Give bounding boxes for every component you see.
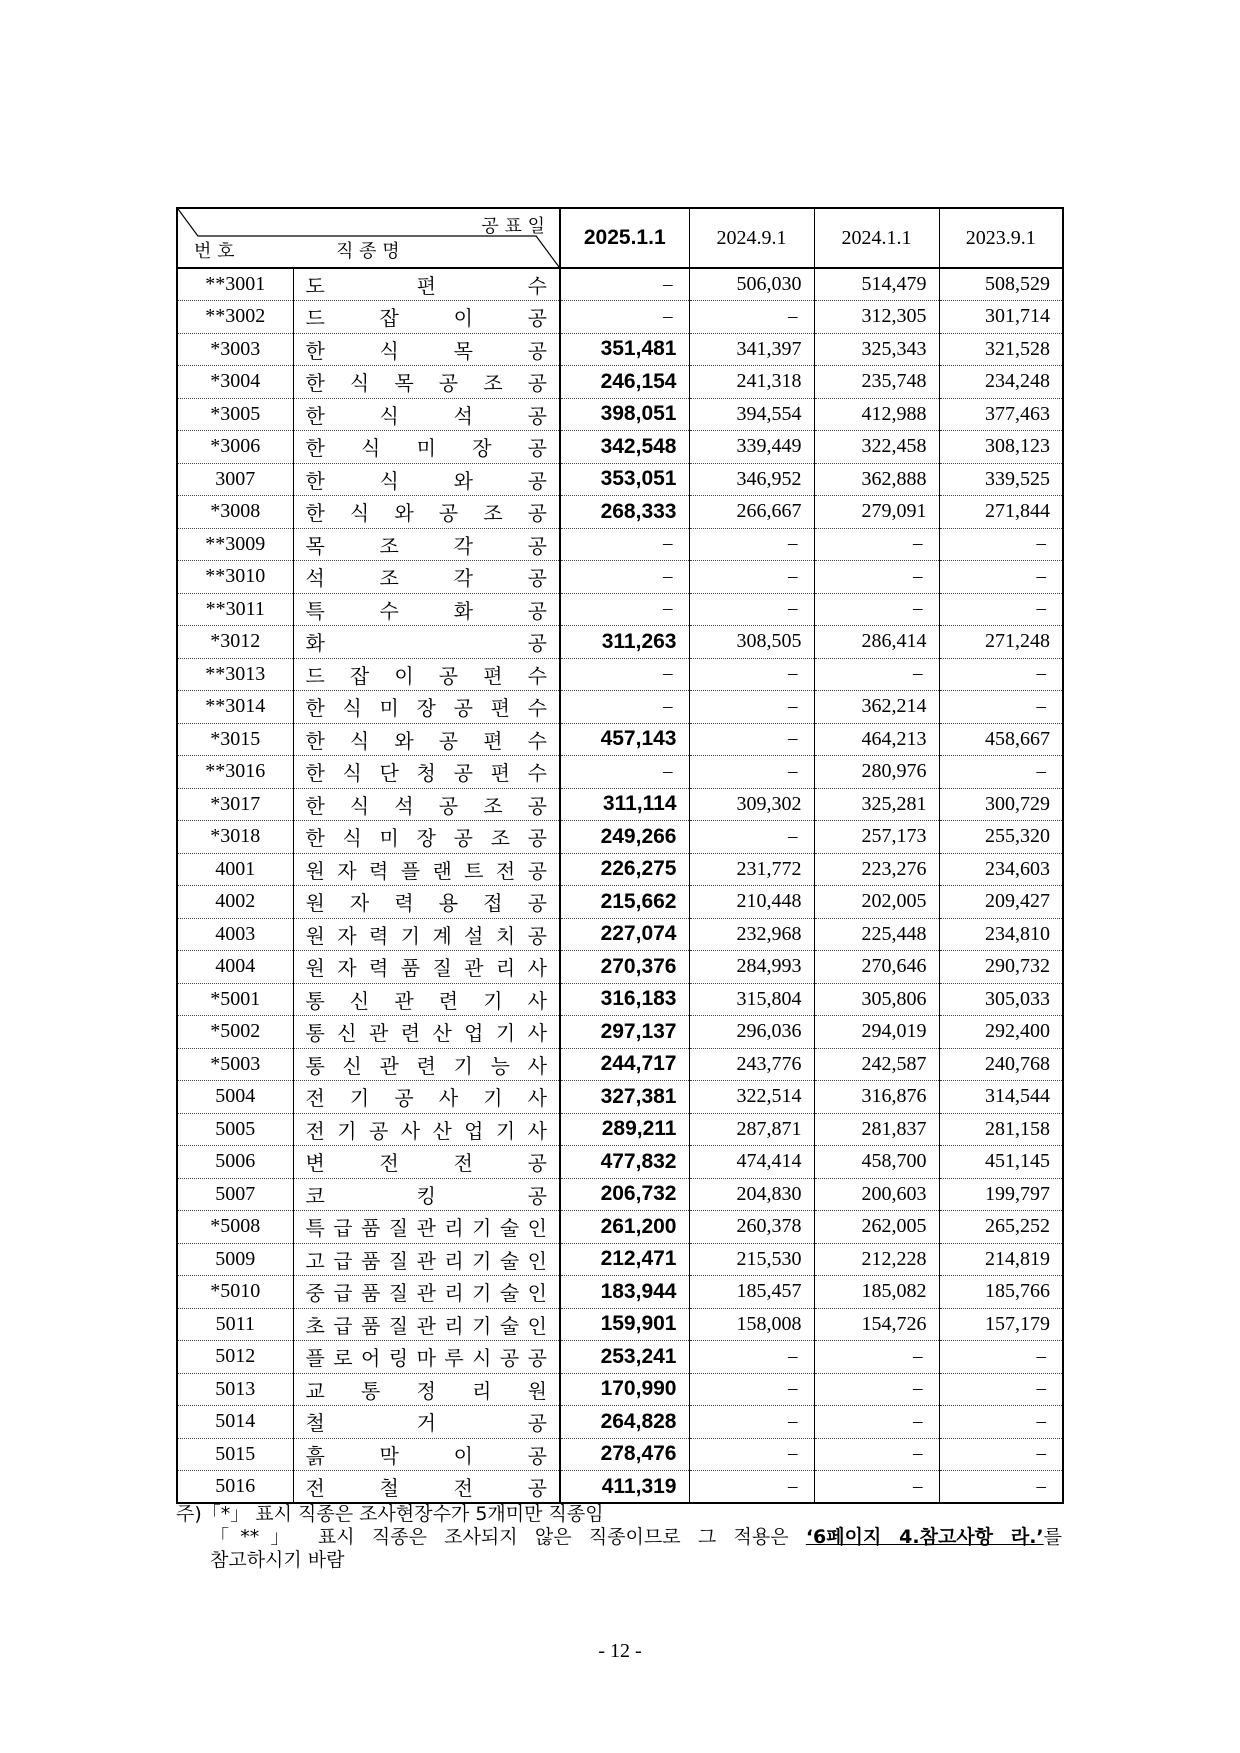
table-row	[177, 1178, 1063, 1211]
date-header-2025-1-1: 2025.1.1	[560, 208, 689, 268]
table-row	[177, 723, 1063, 756]
job-name-cell: 한 식 석 공 조 공	[293, 788, 560, 821]
wage-2024-1-1-cell: 325,343	[814, 333, 939, 366]
job-name-cell: 드 잡 이 공	[293, 301, 560, 334]
wage-2025-1-1-cell: 183,944	[560, 1276, 689, 1309]
job-code-cell: *5008	[177, 1211, 293, 1244]
wage-2023-9-1-cell: 199,797	[939, 1178, 1063, 1211]
table-row	[177, 333, 1063, 366]
wage-table	[176, 207, 1064, 1504]
wage-2023-9-1-cell: 214,819	[939, 1243, 1063, 1276]
wage-2023-9-1-cell: 271,248	[939, 626, 1063, 659]
table-row	[177, 691, 1063, 724]
wage-2024-9-1-cell: 341,397	[689, 333, 814, 366]
job-name-cell: 중 급 품 질 관 리 기 술 인	[293, 1276, 560, 1309]
wage-2025-1-1-cell: –	[560, 658, 689, 691]
wage-2023-9-1-cell: –	[939, 1373, 1063, 1406]
wage-2024-1-1-cell: 280,976	[814, 756, 939, 789]
job-code-cell: 4001	[177, 853, 293, 886]
wage-2025-1-1-cell: –	[560, 691, 689, 724]
table-row	[177, 301, 1063, 334]
wage-2024-9-1-cell: –	[689, 593, 814, 626]
wage-2025-1-1-cell: 311,263	[560, 626, 689, 659]
wage-2025-1-1-cell: 206,732	[560, 1178, 689, 1211]
job-name-cell: 변 전 전 공	[293, 1146, 560, 1179]
wage-2025-1-1-cell: 316,183	[560, 983, 689, 1016]
wage-2023-9-1-cell: 234,248	[939, 366, 1063, 399]
wage-2023-9-1-cell: 234,810	[939, 918, 1063, 951]
wage-2025-1-1-cell: 477,832	[560, 1146, 689, 1179]
wage-2024-9-1-cell: 474,414	[689, 1146, 814, 1179]
wage-2024-9-1-cell: 231,772	[689, 853, 814, 886]
job-name-cell: 한 식 미 장 공 조 공	[293, 821, 560, 854]
job-code-cell: **3001	[177, 268, 293, 301]
wage-2024-1-1-cell: 325,281	[814, 788, 939, 821]
table-row	[177, 1211, 1063, 1244]
wage-2024-9-1-cell: –	[689, 1341, 814, 1374]
wage-2023-9-1-cell: 300,729	[939, 788, 1063, 821]
wage-2025-1-1-cell: 264,828	[560, 1406, 689, 1439]
job-code-cell: *5010	[177, 1276, 293, 1309]
wage-2025-1-1-cell: 411,319	[560, 1471, 689, 1504]
wage-2023-9-1-cell: 292,400	[939, 1016, 1063, 1049]
wage-2024-1-1-cell: 225,448	[814, 918, 939, 951]
wage-2024-9-1-cell: –	[689, 561, 814, 594]
job-name-cell: 코 킹 공	[293, 1178, 560, 1211]
wage-2023-9-1-cell: 271,844	[939, 496, 1063, 529]
table-row	[177, 1373, 1063, 1406]
wage-2023-9-1-cell: 265,252	[939, 1211, 1063, 1244]
wage-2025-1-1-cell: 353,051	[560, 463, 689, 496]
job-code-cell: *3018	[177, 821, 293, 854]
date-header-2024-9-1: 2024.9.1	[689, 208, 814, 268]
wage-2024-9-1-cell: –	[689, 301, 814, 334]
wage-2025-1-1-cell: 226,275	[560, 853, 689, 886]
wage-2025-1-1-cell: 342,548	[560, 431, 689, 464]
wage-2025-1-1-cell: 215,662	[560, 886, 689, 919]
wage-2024-1-1-cell: 223,276	[814, 853, 939, 886]
job-code-cell: *5002	[177, 1016, 293, 1049]
page-number: - 12 -	[598, 1640, 642, 1662]
date-header-2024-1-1: 2024.1.1	[814, 208, 939, 268]
wage-2024-1-1-cell: 185,082	[814, 1276, 939, 1309]
table-row	[177, 1406, 1063, 1439]
wage-2023-9-1-cell: 508,529	[939, 268, 1063, 301]
wage-2025-1-1-cell: 311,114	[560, 788, 689, 821]
job-type-label: 직 종 명	[336, 241, 400, 262]
wage-2023-9-1-cell: 234,603	[939, 853, 1063, 886]
wage-2023-9-1-cell: 240,768	[939, 1048, 1063, 1081]
table-row	[177, 366, 1063, 399]
job-name-cell: 원 자 력 용 접 공	[293, 886, 560, 919]
job-code-cell: **3010	[177, 561, 293, 594]
wage-2025-1-1-cell: 261,200	[560, 1211, 689, 1244]
wage-2023-9-1-cell: –	[939, 1406, 1063, 1439]
wage-2025-1-1-cell: 170,990	[560, 1373, 689, 1406]
wage-2024-1-1-cell: –	[814, 1373, 939, 1406]
job-name-cell: 한 식 미 장 공 편 수	[293, 691, 560, 724]
wage-2024-1-1-cell: –	[814, 561, 939, 594]
table-row	[177, 1243, 1063, 1276]
wage-2024-9-1-cell: 346,952	[689, 463, 814, 496]
wage-2024-9-1-cell: 506,030	[689, 268, 814, 301]
job-code-cell: *3004	[177, 366, 293, 399]
job-name-cell: 전 기 공 사 산 업 기 사	[293, 1113, 560, 1146]
wage-2023-9-1-cell: –	[939, 528, 1063, 561]
wage-2025-1-1-cell: 244,717	[560, 1048, 689, 1081]
footnote-reference: ‘6페이지 4.참고사항 라.’	[805, 1526, 1044, 1548]
wage-2024-9-1-cell: –	[689, 1406, 814, 1439]
wage-2024-1-1-cell: –	[814, 1438, 939, 1471]
job-code-cell: 5011	[177, 1308, 293, 1341]
job-name-cell: 원 자 력 품 질 관 리 사	[293, 951, 560, 984]
job-code-cell: *5003	[177, 1048, 293, 1081]
wage-2024-1-1-cell: 200,603	[814, 1178, 939, 1211]
job-code-cell: *3015	[177, 723, 293, 756]
wage-2025-1-1-cell: 398,051	[560, 398, 689, 431]
wage-2024-1-1-cell: 312,305	[814, 301, 939, 334]
wage-2024-1-1-cell: 305,806	[814, 983, 939, 1016]
wage-2023-9-1-cell: –	[939, 593, 1063, 626]
wage-2024-1-1-cell: 257,173	[814, 821, 939, 854]
table-body	[177, 268, 1063, 1503]
wage-2023-9-1-cell: –	[939, 1341, 1063, 1374]
wage-2024-9-1-cell: 394,554	[689, 398, 814, 431]
diagonal-header-cell	[177, 208, 560, 268]
table-row	[177, 1341, 1063, 1374]
wage-2023-9-1-cell: 255,320	[939, 821, 1063, 854]
wage-2024-9-1-cell: 158,008	[689, 1308, 814, 1341]
wage-2024-1-1-cell: 316,876	[814, 1081, 939, 1114]
wage-2023-9-1-cell: 458,667	[939, 723, 1063, 756]
wage-2024-1-1-cell: 281,837	[814, 1113, 939, 1146]
wage-2024-1-1-cell: –	[814, 528, 939, 561]
wage-2024-9-1-cell: 266,667	[689, 496, 814, 529]
job-name-cell: 한 식 와 공 편 수	[293, 723, 560, 756]
wage-2024-9-1-cell: 287,871	[689, 1113, 814, 1146]
wage-2024-9-1-cell: 284,993	[689, 951, 814, 984]
job-name-cell: 전 기 공 사 기 사	[293, 1081, 560, 1114]
wage-2025-1-1-cell: 268,333	[560, 496, 689, 529]
job-code-cell: *3017	[177, 788, 293, 821]
wage-2025-1-1-cell: 159,901	[560, 1308, 689, 1341]
table-row	[177, 658, 1063, 691]
job-name-cell: 통 신 관 련 기 사	[293, 983, 560, 1016]
job-name-cell: 플 로 어 링 마 루 시 공 공	[293, 1341, 560, 1374]
wage-2025-1-1-cell: 227,074	[560, 918, 689, 951]
table-row	[177, 821, 1063, 854]
wage-2024-9-1-cell: –	[689, 528, 814, 561]
job-name-cell: 초 급 품 질 관 리 기 술 인	[293, 1308, 560, 1341]
wage-2025-1-1-cell: 253,241	[560, 1341, 689, 1374]
job-name-cell: 화 공	[293, 626, 560, 659]
job-name-cell: 흙 막 이 공	[293, 1438, 560, 1471]
table-row	[177, 1048, 1063, 1081]
wage-2025-1-1-cell: 278,476	[560, 1438, 689, 1471]
wage-2023-9-1-cell: 290,732	[939, 951, 1063, 984]
job-code-cell: 5016	[177, 1471, 293, 1504]
table-row	[177, 1081, 1063, 1114]
job-name-cell: 철 거 공	[293, 1406, 560, 1439]
wage-2023-9-1-cell: 209,427	[939, 886, 1063, 919]
job-code-cell: **3009	[177, 528, 293, 561]
job-name-cell: 특 수 화 공	[293, 593, 560, 626]
wage-2025-1-1-cell: –	[560, 593, 689, 626]
job-code-cell: **3002	[177, 301, 293, 334]
wage-2024-9-1-cell: –	[689, 821, 814, 854]
wage-2023-9-1-cell: 185,766	[939, 1276, 1063, 1309]
table-row	[177, 886, 1063, 919]
wage-2024-1-1-cell: 286,414	[814, 626, 939, 659]
wage-2024-9-1-cell: 296,036	[689, 1016, 814, 1049]
wage-2023-9-1-cell: –	[939, 658, 1063, 691]
job-name-cell: 드 잡 이 공 편 수	[293, 658, 560, 691]
job-code-cell: **3014	[177, 691, 293, 724]
table-row	[177, 561, 1063, 594]
wage-2023-9-1-cell: 377,463	[939, 398, 1063, 431]
job-code-cell: 5015	[177, 1438, 293, 1471]
table-row	[177, 528, 1063, 561]
wage-2024-1-1-cell: 294,019	[814, 1016, 939, 1049]
job-code-cell: **3011	[177, 593, 293, 626]
wage-2024-9-1-cell: –	[689, 756, 814, 789]
footnote-line-2-text: 「**」 표시 직종은 조사되지 않은 직종이므로 그 적용은	[210, 1526, 806, 1548]
wage-2024-9-1-cell: 339,449	[689, 431, 814, 464]
job-name-cell: 도 편 수	[293, 268, 560, 301]
wage-2023-9-1-cell: 321,528	[939, 333, 1063, 366]
job-code-cell: 5004	[177, 1081, 293, 1114]
job-code-cell: **3013	[177, 658, 293, 691]
wage-2025-1-1-cell: 289,211	[560, 1113, 689, 1146]
table-row	[177, 496, 1063, 529]
wage-2024-1-1-cell: 464,213	[814, 723, 939, 756]
table-row	[177, 853, 1063, 886]
wage-2024-9-1-cell: 315,804	[689, 983, 814, 1016]
wage-2025-1-1-cell: 457,143	[560, 723, 689, 756]
announce-date-label: 공 표 일	[481, 216, 545, 237]
wage-2025-1-1-cell: 246,154	[560, 366, 689, 399]
wage-2024-1-1-cell: –	[814, 1471, 939, 1504]
wage-2024-1-1-cell: 279,091	[814, 496, 939, 529]
table-row	[177, 1308, 1063, 1341]
wage-2023-9-1-cell: –	[939, 691, 1063, 724]
footnote-line-1: 주)「*」 표시 직종은 조사현장수가 5개미만 직종임	[176, 1503, 604, 1525]
table-row	[177, 788, 1063, 821]
table-row	[177, 463, 1063, 496]
job-name-cell: 한 식 석 공	[293, 398, 560, 431]
table-header-row	[177, 208, 1063, 268]
wage-2023-9-1-cell: –	[939, 1438, 1063, 1471]
wage-2025-1-1-cell: –	[560, 301, 689, 334]
job-name-cell: 석 조 각 공	[293, 561, 560, 594]
wage-2024-9-1-cell: –	[689, 1438, 814, 1471]
job-name-cell: 한 식 미 장 공	[293, 431, 560, 464]
job-name-cell: 교 통 정 리 원	[293, 1373, 560, 1406]
table-row	[177, 756, 1063, 789]
wage-2024-1-1-cell: 262,005	[814, 1211, 939, 1244]
job-code-cell: *5001	[177, 983, 293, 1016]
table-row	[177, 626, 1063, 659]
job-name-cell: 통 신 관 련 기 능 사	[293, 1048, 560, 1081]
code-label: 번 호	[194, 241, 235, 262]
job-code-cell: *3005	[177, 398, 293, 431]
wage-2024-1-1-cell: 202,005	[814, 886, 939, 919]
wage-2024-9-1-cell: –	[689, 1471, 814, 1504]
wage-2025-1-1-cell: 270,376	[560, 951, 689, 984]
wage-2024-1-1-cell: –	[814, 1341, 939, 1374]
wage-2024-9-1-cell: 204,830	[689, 1178, 814, 1211]
job-name-cell: 한 식 목 공 조 공	[293, 366, 560, 399]
wage-2025-1-1-cell: –	[560, 528, 689, 561]
wage-2024-1-1-cell: 270,646	[814, 951, 939, 984]
job-code-cell: 4003	[177, 918, 293, 951]
table-row	[177, 1471, 1063, 1504]
job-code-cell: 5005	[177, 1113, 293, 1146]
job-code-cell: 5007	[177, 1178, 293, 1211]
wage-2024-9-1-cell: 185,457	[689, 1276, 814, 1309]
wage-2023-9-1-cell: –	[939, 561, 1063, 594]
wage-2023-9-1-cell: 451,145	[939, 1146, 1063, 1179]
footnotes	[176, 1503, 1062, 1572]
table-row	[177, 1016, 1063, 1049]
job-code-cell: **3016	[177, 756, 293, 789]
table-row	[177, 1113, 1063, 1146]
job-code-cell: 3007	[177, 463, 293, 496]
footnote-line-2-suffix: 를	[1043, 1526, 1063, 1548]
wage-2024-9-1-cell: 260,378	[689, 1211, 814, 1244]
footnote-line-2	[176, 1526, 1062, 1549]
job-code-cell: 5006	[177, 1146, 293, 1179]
wage-2023-9-1-cell: 314,544	[939, 1081, 1063, 1114]
wage-2024-1-1-cell: –	[814, 658, 939, 691]
table-row	[177, 1146, 1063, 1179]
wage-2023-9-1-cell: 301,714	[939, 301, 1063, 334]
job-code-cell: 5014	[177, 1406, 293, 1439]
wage-2024-1-1-cell: –	[814, 593, 939, 626]
wage-2024-1-1-cell: 242,587	[814, 1048, 939, 1081]
job-code-cell: 5013	[177, 1373, 293, 1406]
table-row	[177, 951, 1063, 984]
wage-2024-9-1-cell: –	[689, 691, 814, 724]
wage-2024-9-1-cell: 232,968	[689, 918, 814, 951]
job-code-cell: *3006	[177, 431, 293, 464]
wage-2024-9-1-cell: 241,318	[689, 366, 814, 399]
wage-2024-1-1-cell: 362,214	[814, 691, 939, 724]
wage-2024-9-1-cell: 215,530	[689, 1243, 814, 1276]
job-name-cell: 한 식 목 공	[293, 333, 560, 366]
table-row	[177, 983, 1063, 1016]
job-code-cell: 5012	[177, 1341, 293, 1374]
job-name-cell: 한 식 와 공	[293, 463, 560, 496]
wage-2025-1-1-cell: 327,381	[560, 1081, 689, 1114]
wage-2023-9-1-cell: –	[939, 756, 1063, 789]
wage-2024-1-1-cell: 212,228	[814, 1243, 939, 1276]
job-code-cell: 4004	[177, 951, 293, 984]
wage-2025-1-1-cell: –	[560, 268, 689, 301]
wage-2024-9-1-cell: –	[689, 723, 814, 756]
wage-2024-1-1-cell: 154,726	[814, 1308, 939, 1341]
table-row	[177, 1438, 1063, 1471]
table-row	[177, 918, 1063, 951]
wage-2024-1-1-cell: 362,888	[814, 463, 939, 496]
wage-2024-1-1-cell: 458,700	[814, 1146, 939, 1179]
job-name-cell: 한 식 단 청 공 편 수	[293, 756, 560, 789]
wage-2024-1-1-cell: 235,748	[814, 366, 939, 399]
wage-2023-9-1-cell: 281,158	[939, 1113, 1063, 1146]
wage-2025-1-1-cell: 249,266	[560, 821, 689, 854]
job-name-cell: 한 식 와 공 조 공	[293, 496, 560, 529]
wage-2024-9-1-cell: –	[689, 1373, 814, 1406]
job-name-cell: 특 급 품 질 관 리 기 술 인	[293, 1211, 560, 1244]
table-row	[177, 398, 1063, 431]
wage-2024-9-1-cell: 243,776	[689, 1048, 814, 1081]
table-row	[177, 593, 1063, 626]
footnote-line-3: 참고하시기 바람	[210, 1549, 345, 1571]
table-row	[177, 268, 1063, 301]
job-name-cell: 목 조 각 공	[293, 528, 560, 561]
job-name-cell: 원 자 력 기 계 설 치 공	[293, 918, 560, 951]
wage-2023-9-1-cell: 157,179	[939, 1308, 1063, 1341]
wage-2024-9-1-cell: 309,302	[689, 788, 814, 821]
wage-2023-9-1-cell: 308,123	[939, 431, 1063, 464]
job-code-cell: 4002	[177, 886, 293, 919]
table-row	[177, 1276, 1063, 1309]
job-name-cell: 원 자 력 플 랜 트 전 공	[293, 853, 560, 886]
wage-2024-1-1-cell: 322,458	[814, 431, 939, 464]
wage-2024-1-1-cell: –	[814, 1406, 939, 1439]
wage-2025-1-1-cell: 212,471	[560, 1243, 689, 1276]
wage-2024-9-1-cell: 322,514	[689, 1081, 814, 1114]
job-name-cell: 고 급 품 질 관 리 기 술 인	[293, 1243, 560, 1276]
job-code-cell: *3008	[177, 496, 293, 529]
wage-2024-9-1-cell: 308,505	[689, 626, 814, 659]
wage-2024-1-1-cell: 412,988	[814, 398, 939, 431]
job-code-cell: *3003	[177, 333, 293, 366]
wage-2025-1-1-cell: 351,481	[560, 333, 689, 366]
table-row	[177, 431, 1063, 464]
job-name-cell: 전 철 전 공	[293, 1471, 560, 1504]
wage-2024-9-1-cell: 210,448	[689, 886, 814, 919]
wage-2025-1-1-cell: 297,137	[560, 1016, 689, 1049]
wage-2025-1-1-cell: –	[560, 756, 689, 789]
wage-2023-9-1-cell: 305,033	[939, 983, 1063, 1016]
job-name-cell: 통 신 관 련 산 업 기 사	[293, 1016, 560, 1049]
job-code-cell: 5009	[177, 1243, 293, 1276]
wage-2025-1-1-cell: –	[560, 561, 689, 594]
wage-2024-1-1-cell: 514,479	[814, 268, 939, 301]
wage-2023-9-1-cell: –	[939, 1471, 1063, 1504]
job-code-cell: *3012	[177, 626, 293, 659]
date-header-2023-9-1: 2023.9.1	[939, 208, 1063, 268]
wage-2024-9-1-cell: –	[689, 658, 814, 691]
wage-2023-9-1-cell: 339,525	[939, 463, 1063, 496]
